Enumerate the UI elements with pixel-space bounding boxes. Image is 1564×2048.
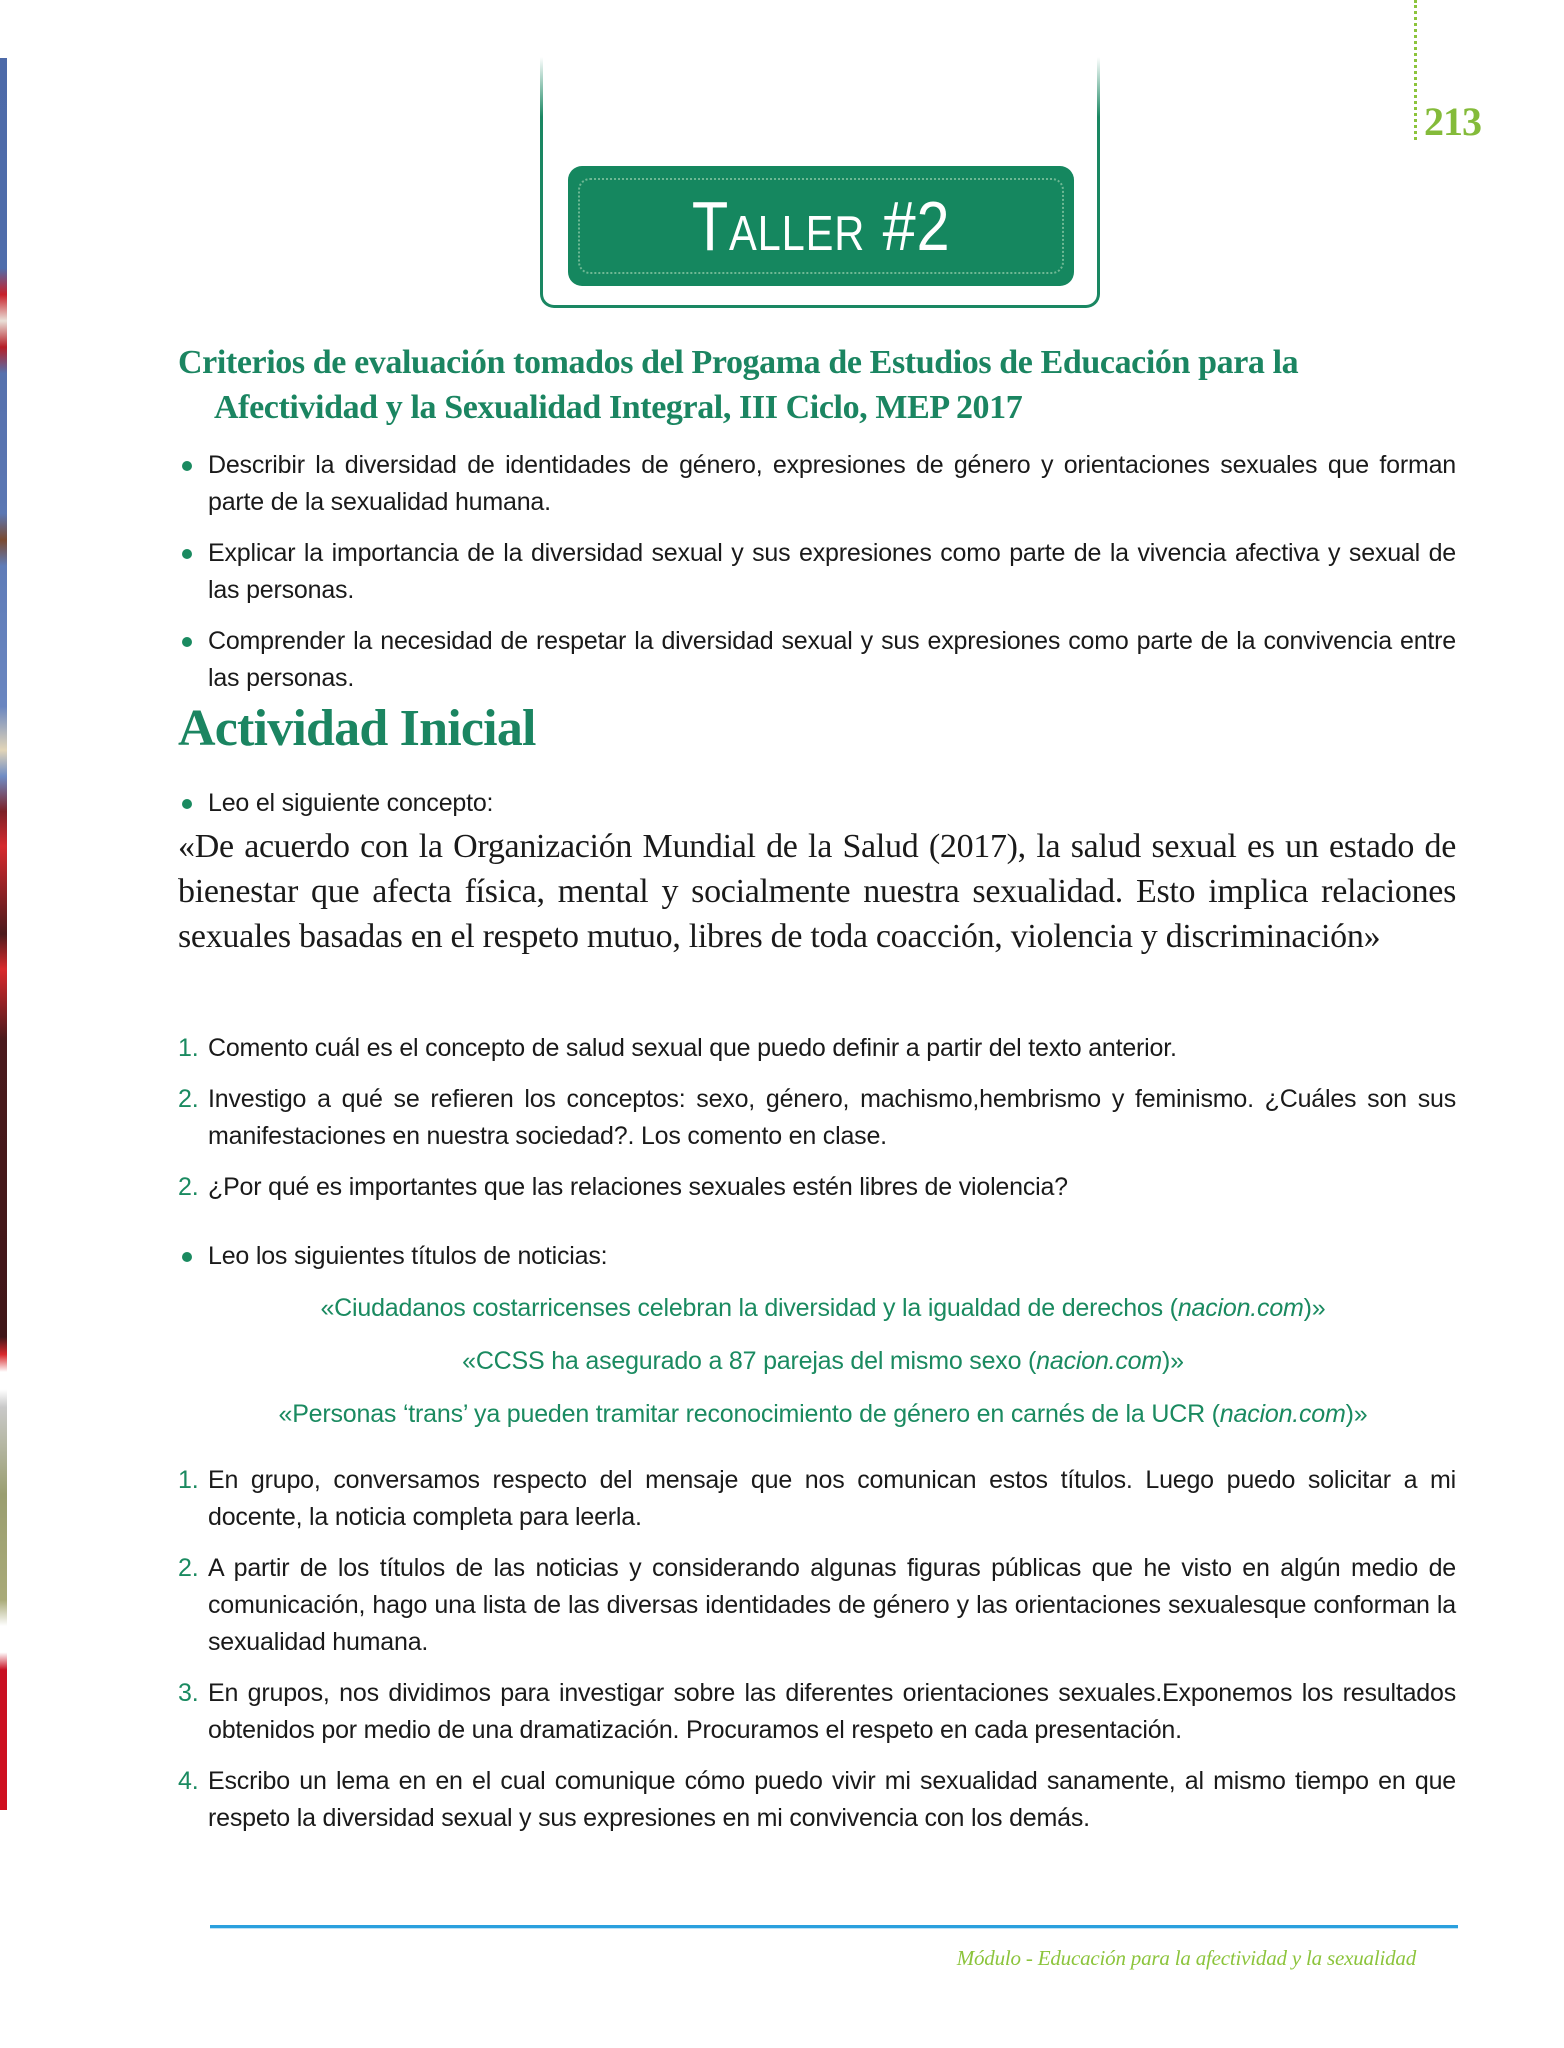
- headline-source: nacion.com: [1219, 1400, 1346, 1428]
- headline-source: nacion.com: [1036, 1347, 1163, 1375]
- criteria-item: [178, 623, 1456, 697]
- criteria-heading-line1: Criterios de evaluación tomados del Progama de Estudios de Educación para la: [178, 344, 1299, 381]
- bullet-icon: [182, 549, 192, 559]
- headline-text: «CCSS ha asegurado a 87 parejas del mismo sexo (: [462, 1347, 1037, 1375]
- headline-close: )»: [1303, 1294, 1326, 1322]
- question-item: [178, 1081, 1456, 1155]
- headline-close: )»: [1345, 1400, 1368, 1428]
- questions-list: [178, 1030, 1456, 1220]
- task-number: 1.: [178, 1466, 199, 1494]
- task-item: [178, 1550, 1456, 1661]
- question-text: Investigo a qué se refieren los conceptos: sexo, género, machismo,hembrismo y feminismo. ¿Cuáles son sus manifestaciones en nuestra sociedad?. Los comento en clase.: [208, 1085, 1456, 1150]
- who-quote: «De acuerdo con la Organización Mundial de la Salud (2017), la salud sexual es un estado de bienestar que afecta física, mental y socialmente nuestra sexualidad. Esto implica relaciones sexuales basadas en el respeto mutuo, libres de toda coacción, violencia y discriminación»: [178, 828, 1456, 955]
- question-number: 2.: [178, 1173, 199, 1201]
- photo-edge-strip: [0, 58, 7, 1810]
- dotted-rule: [1414, 0, 1417, 140]
- news-headline: [178, 1343, 1468, 1380]
- question-item: [178, 1030, 1456, 1067]
- criteria-item: [178, 447, 1456, 521]
- task-item: [178, 1462, 1456, 1536]
- read-news-text: Leo los siguientes títulos de noticias:: [208, 1242, 608, 1270]
- criteria-heading: [178, 340, 1456, 430]
- question-number: 2.: [178, 1085, 199, 1113]
- criteria-item: [178, 535, 1456, 609]
- title-badge: [568, 166, 1074, 286]
- tasks-list: [178, 1462, 1456, 1851]
- bullet-icon: [182, 799, 192, 809]
- read-news-list: [178, 1238, 1456, 1289]
- news-headlines: [178, 1290, 1468, 1449]
- task-item: [178, 1763, 1456, 1837]
- criteria-heading-line2: Afectividad y la Sexualidad Integral, III Ciclo, MEP 2017: [214, 389, 1023, 426]
- criteria-item-text: Explicar la importancia de la diversidad sexual y sus expresiones como parte de la vivencia afectiva y sexual de las personas.: [208, 539, 1456, 604]
- footer-rule: [210, 1925, 1458, 1928]
- task-item: [178, 1675, 1456, 1749]
- headline-close: )»: [1162, 1347, 1184, 1375]
- task-number: 3.: [178, 1679, 199, 1707]
- bullet-icon: [182, 461, 192, 471]
- footer-module-title: Módulo - Educación para la afectividad y la sexualidad: [956, 1946, 1416, 1970]
- criteria-item-text: Comprender la necesidad de respetar la diversidad sexual y sus expresiones como parte de la convivencia entre las personas.: [208, 627, 1456, 692]
- task-text: En grupo, conversamos respecto del mensaje que nos comunican estos títulos. Luego puedo solicitar a mi docente, la noticia completa para leerla.: [208, 1466, 1456, 1531]
- headline-source: nacion.com: [1177, 1294, 1304, 1322]
- bullet-icon: [182, 1252, 192, 1262]
- news-headline: [178, 1290, 1468, 1327]
- task-number: 2.: [178, 1554, 199, 1582]
- section-heading: Actividad Inicial: [178, 700, 536, 757]
- task-text: Escribo un lema en en el cual comunique cómo puedo vivir mi sexualidad sanamente, al mismo tiempo en que respeto la diversidad sexual y sus expresiones en mi convivencia con los demás.: [208, 1767, 1456, 1832]
- task-text: En grupos, nos dividimos para investigar sobre las diferentes orientaciones sexuales.Exponemos los resultados obtenidos por medio de una dramatización. Procuramos el respeto en cada presentación.: [208, 1679, 1456, 1744]
- workshop-title: Taller #2: [691, 187, 951, 265]
- question-number: 1.: [178, 1034, 199, 1062]
- page-number: 213: [1424, 99, 1481, 144]
- criteria-list: [178, 447, 1456, 711]
- question-text: Comento cuál es el concepto de salud sexual que puedo definir a partir del texto anterior.: [208, 1034, 1177, 1062]
- question-text: ¿Por qué es importantes que las relaciones sexuales estén libres de violencia?: [208, 1173, 1068, 1201]
- task-number: 4.: [178, 1767, 199, 1795]
- headline-text: «Personas ‘trans’ ya pueden tramitar reconocimiento de género en carnés de la UCR (: [278, 1400, 1220, 1428]
- read-concept-item: [178, 785, 1456, 822]
- read-concept-text: Leo el siguiente concepto:: [208, 789, 494, 817]
- question-item: [178, 1169, 1456, 1206]
- criteria-item-text: Describir la diversidad de identidades de género, expresiones de género y orientaciones sexuales que forman parte de la sexualidad humana.: [208, 451, 1456, 516]
- bullet-icon: [182, 637, 192, 647]
- task-text: A partir de los títulos de las noticias y considerando algunas figuras públicas que he visto en algún medio de comunicación, hago una lista de las diversas identidades de género y las orientaciones sexualesque conforman la sexualidad humana.: [208, 1554, 1456, 1656]
- headline-text: «Ciudadanos costarricenses celebran la diversidad y la igualdad de derechos (: [320, 1294, 1178, 1322]
- read-news-item: [178, 1238, 1456, 1275]
- news-headline: [178, 1396, 1468, 1433]
- title-badge-border: [578, 178, 1064, 274]
